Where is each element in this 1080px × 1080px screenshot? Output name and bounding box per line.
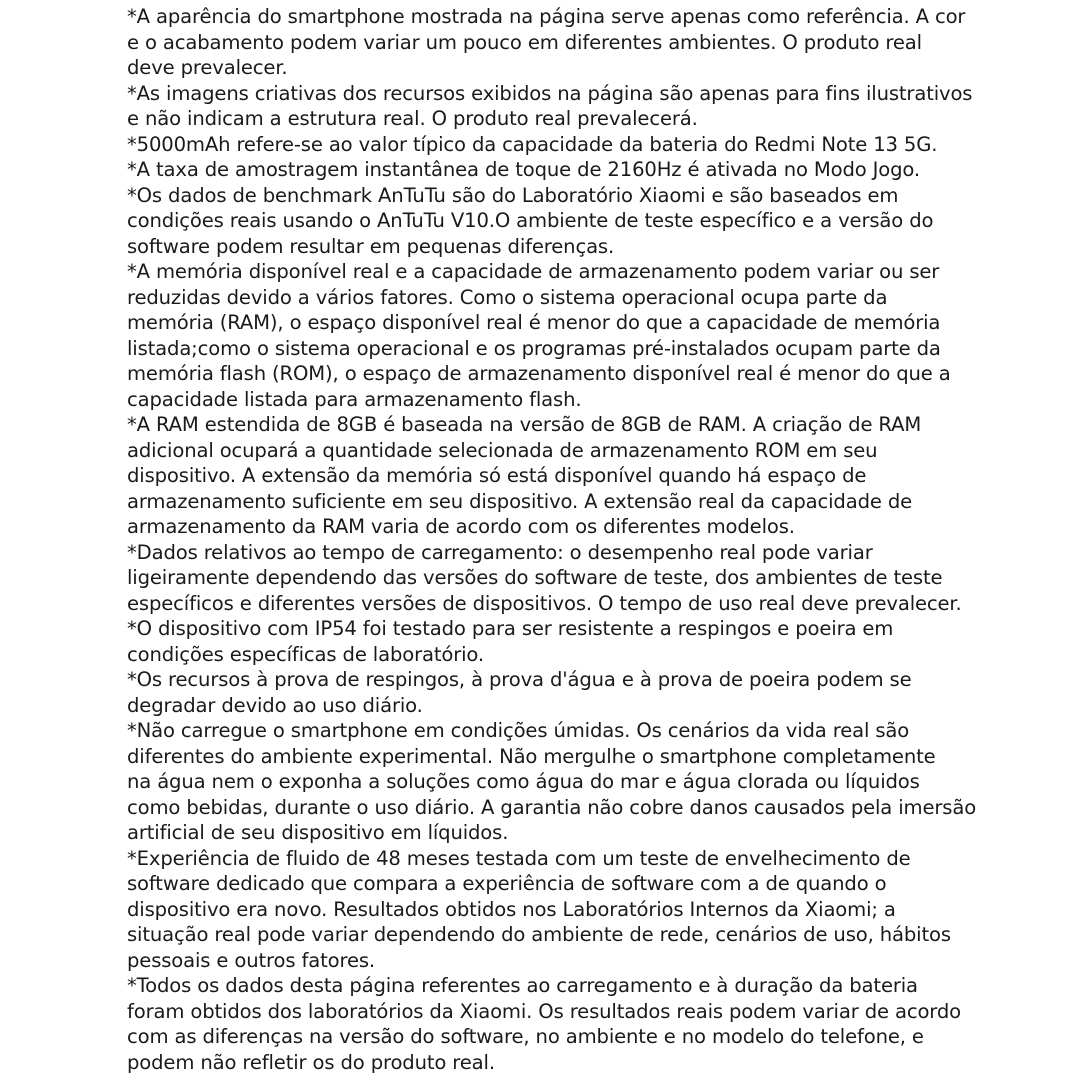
disclaimer-line: *Os dados de benchmark AnTuTu são do Laboratório Xiaomi e são baseados em (127, 183, 899, 207)
disclaimer-line: *As imagens criativas dos recursos exibidos na página são apenas para fins ilustrativos (127, 81, 973, 105)
disclaimer-line: como bebidas, durante o uso diário. A garantia não cobre danos causados pela imersão (127, 795, 977, 819)
disclaimer-line: dispositivo. A extensão da memória só está disponível quando há espaço de (127, 464, 867, 487)
disclaimer-item (127, 183, 1027, 260)
disclaimer-item (127, 667, 1027, 718)
disclaimer-line: específicos e diferentes versões de dispositivos. O tempo de uso real deve prevalecer. (127, 591, 962, 615)
disclaimer-line: foram obtidos dos laboratórios da Xiaomi. Os resultados reais podem variar de acordo (127, 999, 961, 1023)
disclaimer-page (127, 4, 1027, 1075)
disclaimer-item (127, 846, 1027, 974)
disclaimer-item (127, 4, 1027, 81)
disclaimer-line: podem não refletir os do produto real. (127, 1050, 495, 1074)
disclaimer-line: *A aparência do smartphone mostrada na página serve apenas como referência. A cor (127, 5, 966, 28)
disclaimer-item (127, 540, 1027, 617)
disclaimer-item (127, 412, 1027, 540)
disclaimer-item (127, 132, 1027, 158)
disclaimer-item (127, 616, 1027, 667)
disclaimer-item (127, 718, 1027, 846)
disclaimer-line: diferentes do ambiente experimental. Não mergulhe o smartphone completamente (127, 744, 936, 768)
disclaimer-line: pessoais e outros fatores. (127, 948, 375, 972)
disclaimer-line: *A memória disponível real e a capacidade de armazenamento podem variar ou ser (127, 260, 940, 283)
disclaimer-line: armazenamento da RAM varia de acordo com os diferentes modelos. (127, 515, 795, 538)
disclaimer-line: *Os recursos à prova de respingos, à prova d'água e à prova de poeira podem se (127, 668, 912, 691)
disclaimer-item (127, 259, 1027, 412)
disclaimer-line: capacidade listada para armazenamento flash. (127, 387, 582, 411)
disclaimer-line: *Todos os dados desta página referentes ao carregamento e à duração da bateria (127, 974, 918, 997)
disclaimer-line: e não indicam a estrutura real. O produto real prevalecerá. (127, 107, 698, 130)
disclaimer-line: armazenamento suficiente em seu dispositivo. A extensão real da capacidade de (127, 489, 913, 513)
disclaimer-line: condições específicas de laboratório. (127, 642, 484, 666)
disclaimer-line: na água nem o exponha a soluções como água do mar e água clorada ou líquidos (127, 770, 920, 793)
disclaimer-line: memória (RAM), o espaço disponível real é menor do que a capacidade de memória (127, 311, 941, 334)
disclaimer-line: *Não carregue o smartphone em condições úmidas. Os cenários da vida real são (127, 719, 910, 742)
disclaimer-line: adicional ocupará a quantidade selecionada de armazenamento ROM em seu (127, 438, 878, 462)
disclaimer-line: reduzidas devido a vários fatores. Como o sistema operacional ocupa parte da (127, 285, 888, 309)
disclaimer-line: condições reais usando o AnTuTu V10.O ambiente de teste específico e a versão do (127, 209, 934, 232)
disclaimer-line: software podem resultar em pequenas diferenças. (127, 234, 615, 258)
disclaimer-item (127, 81, 1027, 132)
disclaimer-line: software dedicado que compara a experiência de software com a de quando o (127, 872, 887, 895)
disclaimer-line: *A taxa de amostragem instantânea de toque de 2160Hz é ativada no Modo Jogo. (127, 158, 920, 181)
disclaimer-line: dispositivo era novo. Resultados obtidos nos Laboratórios Internos da Xiaomi; a (127, 897, 896, 921)
disclaimer-line: e o acabamento podem variar um pouco em diferentes ambientes. O produto real (127, 30, 922, 54)
disclaimer-item (127, 157, 1027, 183)
disclaimer-line: *Dados relativos ao tempo de carregamento: o desempenho real pode variar (127, 540, 873, 564)
disclaimer-line: degradar devido ao uso diário. (127, 693, 423, 717)
disclaimer-line: *A RAM estendida de 8GB é baseada na versão de 8GB de RAM. A criação de RAM (127, 413, 922, 436)
disclaimer-line: artificial de seu dispositivo em líquidos. (127, 821, 509, 844)
disclaimer-line: ligeiramente dependendo das versões do software de teste, dos ambientes de teste (127, 566, 943, 589)
disclaimer-line: *O dispositivo com IP54 foi testado para ser resistente a respingos e poeira em (127, 617, 894, 640)
disclaimer-line: deve prevalecer. (127, 56, 288, 79)
disclaimer-line: listada;como o sistema operacional e os programas pré-instalados ocupam parte da (127, 336, 941, 360)
disclaimer-line: com as diferenças na versão do software, no ambiente e no modelo do telefone, e (127, 1025, 924, 1048)
disclaimer-line: memória flash (ROM), o espaço de armazenamento disponível real é menor do que a (127, 362, 951, 385)
disclaimer-list (127, 4, 1027, 1075)
disclaimer-line: situação real pode variar dependendo do ambiente de rede, cenários de uso, hábitos (127, 923, 951, 946)
disclaimer-line: *5000mAh refere-se ao valor típico da capacidade da bateria do Redmi Note 13 5G. (127, 132, 938, 156)
disclaimer-item (127, 973, 1027, 1075)
disclaimer-line: *Experiência de fluido de 48 meses testada com um teste de envelhecimento de (127, 846, 911, 870)
